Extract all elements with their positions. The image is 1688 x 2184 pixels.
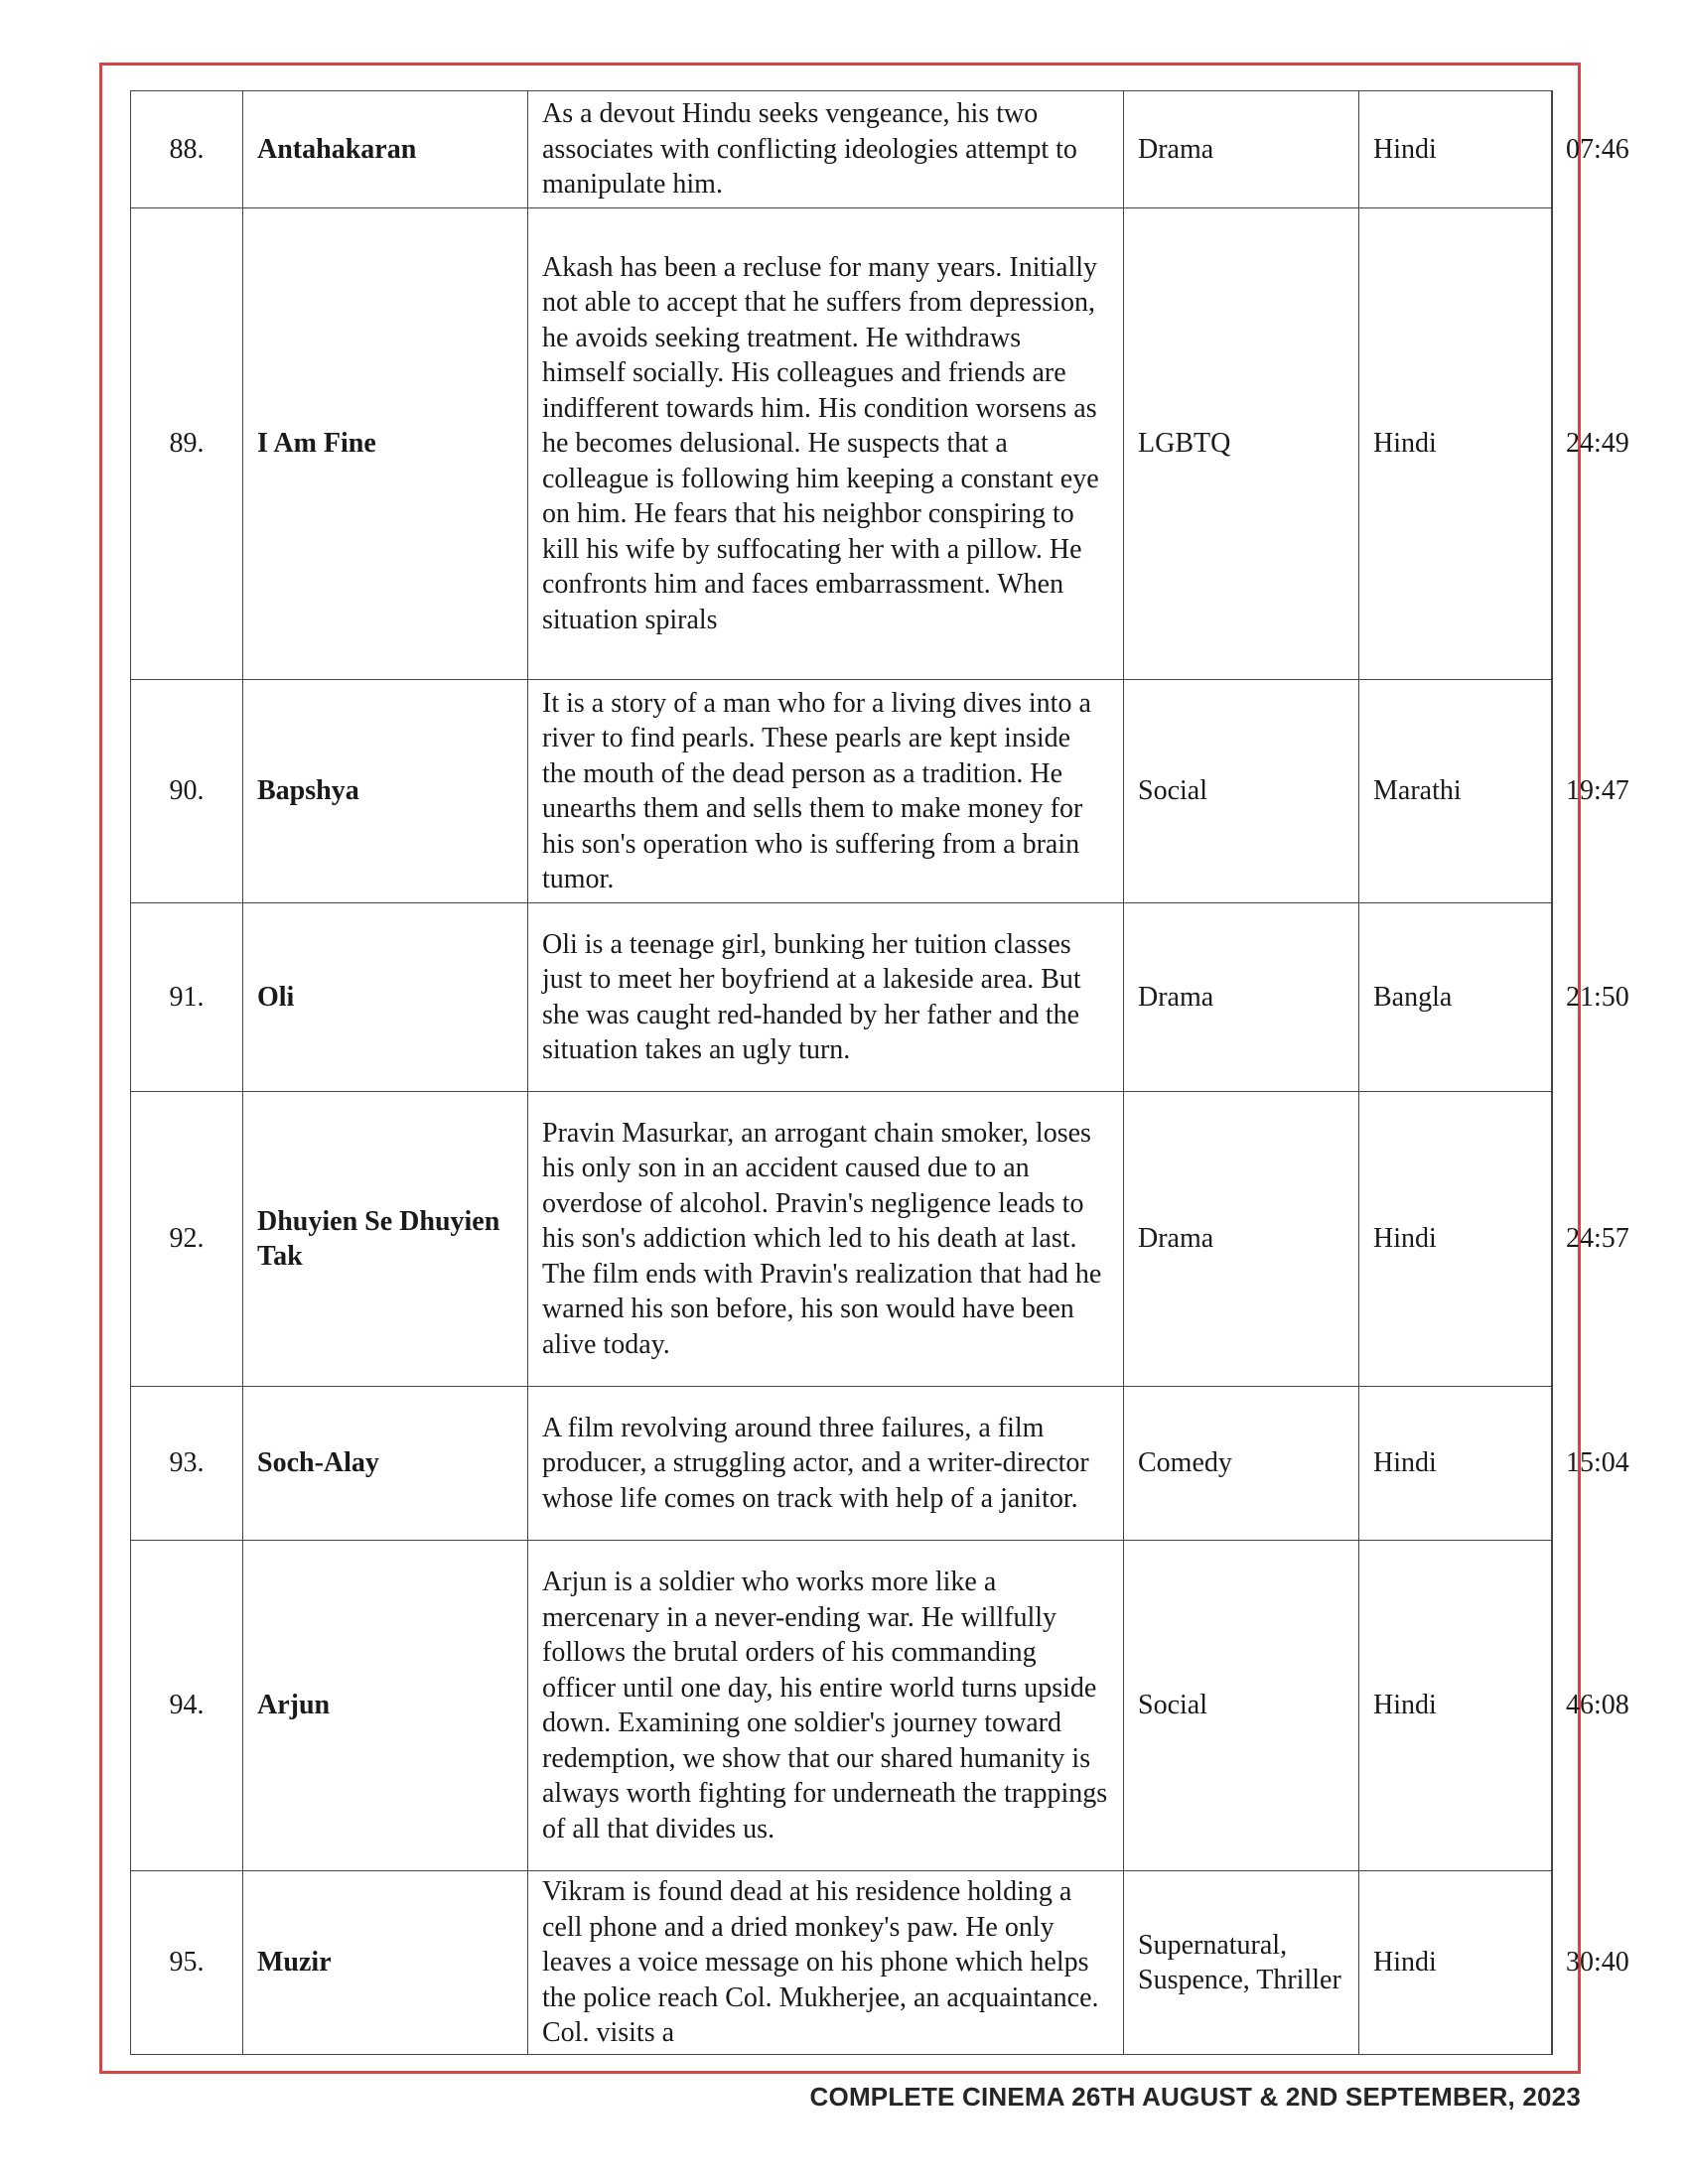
film-language: Hindi [1359, 91, 1552, 208]
film-language: Marathi [1359, 680, 1552, 903]
table-row [131, 903, 1553, 1092]
film-synopsis: It is a story of a man who for a living dives into a river to find pearls. These pearls are kept inside the mouth of the dead person as a tradition. He unearths them and sells them to make money for his son's operation who is suffering from a brain tumor. [528, 680, 1124, 903]
film-number: 92. [131, 1092, 243, 1387]
film-genre: Social [1124, 1541, 1359, 1871]
page-footer: COMPLETE CINEMA 26TH AUGUST & 2ND SEPTEMBER, 2023 [809, 2082, 1581, 2112]
film-genre: LGBTQ [1124, 208, 1359, 680]
film-title: Bapshya [243, 680, 528, 903]
film-genre: Comedy [1124, 1387, 1359, 1541]
film-genre: Social [1124, 680, 1359, 903]
film-synopsis: Pravin Masurkar, an arrogant chain smoker, loses his only son in an accident caused due to an overdose of alcohol. Pravin's negligence leads to his son's addiction which led to his death at last. The film ends with Pravin's realization that had he warned his son before, his son would have been alive today. [528, 1092, 1124, 1387]
film-title: Antahakaran [243, 91, 528, 208]
film-title: Muzir [243, 1871, 528, 2055]
film-number: 93. [131, 1387, 243, 1541]
film-number: 89. [131, 208, 243, 680]
film-genre: Drama [1124, 91, 1359, 208]
film-number: 88. [131, 91, 243, 208]
film-synopsis: Oli is a teenage girl, bunking her tuition classes just to meet her boyfriend at a lakeside area. But she was caught red-handed by her father and the situation takes an ugly turn. [528, 903, 1124, 1092]
film-title: Arjun [243, 1541, 528, 1871]
film-duration: 24:57 [1552, 1092, 1553, 1387]
film-list-table [130, 90, 1629, 2055]
film-number: 95. [131, 1871, 243, 2055]
table-row [131, 680, 1553, 903]
film-synopsis: Akash has been a recluse for many years. Initially not able to accept that he suffers from depression, he avoids seeking treatment. He withdraws himself socially. His colleagues and friends are indifferent towards him. His condition worsens as he becomes delusional. He suspects that a colleague is following him keeping a constant eye on him. He fears that his neighbor conspiring to kill his wife by suffocating her with a pillow. He confronts him and faces embarrassment. When situation spirals [528, 208, 1124, 680]
film-duration: 46:08 [1552, 1541, 1553, 1871]
table-row [131, 91, 1553, 208]
film-title: Oli [243, 903, 528, 1092]
film-duration: 24:49 [1552, 208, 1553, 680]
film-number: 94. [131, 1541, 243, 1871]
film-duration: 19:47 [1552, 680, 1553, 903]
film-duration: 15:04 [1552, 1387, 1553, 1541]
film-language: Bangla [1359, 903, 1552, 1092]
film-synopsis: A film revolving around three failures, a film producer, a struggling actor, and a writer-director whose life comes on track with help of a janitor. [528, 1387, 1124, 1541]
film-duration: 21:50 [1552, 903, 1553, 1092]
film-language: Hindi [1359, 1387, 1552, 1541]
film-number: 91. [131, 903, 243, 1092]
film-language: Hindi [1359, 208, 1552, 680]
film-language: Hindi [1359, 1541, 1552, 1871]
film-genre: Drama [1124, 1092, 1359, 1387]
film-synopsis: Vikram is found dead at his residence holding a cell phone and a dried monkey's paw. He only leaves a voice message on his phone which helps the police reach Col. Mukherjee, an acquaintance. Col. visits a [528, 1871, 1124, 2055]
table-row [131, 208, 1553, 680]
film-title: Dhuyien Se Dhuyien Tak [243, 1092, 528, 1387]
film-genre: Drama [1124, 903, 1359, 1092]
film-title: I Am Fine [243, 208, 528, 680]
table-row [131, 1387, 1553, 1541]
table-row [131, 1871, 1553, 2055]
film-duration: 30:40 [1552, 1871, 1553, 2055]
film-genre: Supernatural, Suspence, Thriller [1124, 1871, 1359, 2055]
film-number: 90. [131, 680, 243, 903]
film-language: Hindi [1359, 1092, 1552, 1387]
film-title: Soch-Alay [243, 1387, 528, 1541]
film-duration: 07:46 [1552, 91, 1553, 208]
film-language: Hindi [1359, 1871, 1552, 2055]
table-row [131, 1541, 1553, 1871]
film-synopsis: As a devout Hindu seeks vengeance, his two associates with conflicting ideologies attempt to manipulate him. [528, 91, 1124, 208]
film-synopsis: Arjun is a soldier who works more like a mercenary in a never-ending war. He willfully follows the brutal orders of his commanding officer until one day, his entire world turns upside down. Examining one soldier's journey toward redemption, we show that our shared humanity is always worth fighting for underneath the trappings of all that divides us. [528, 1541, 1124, 1871]
table-row [131, 1092, 1553, 1387]
